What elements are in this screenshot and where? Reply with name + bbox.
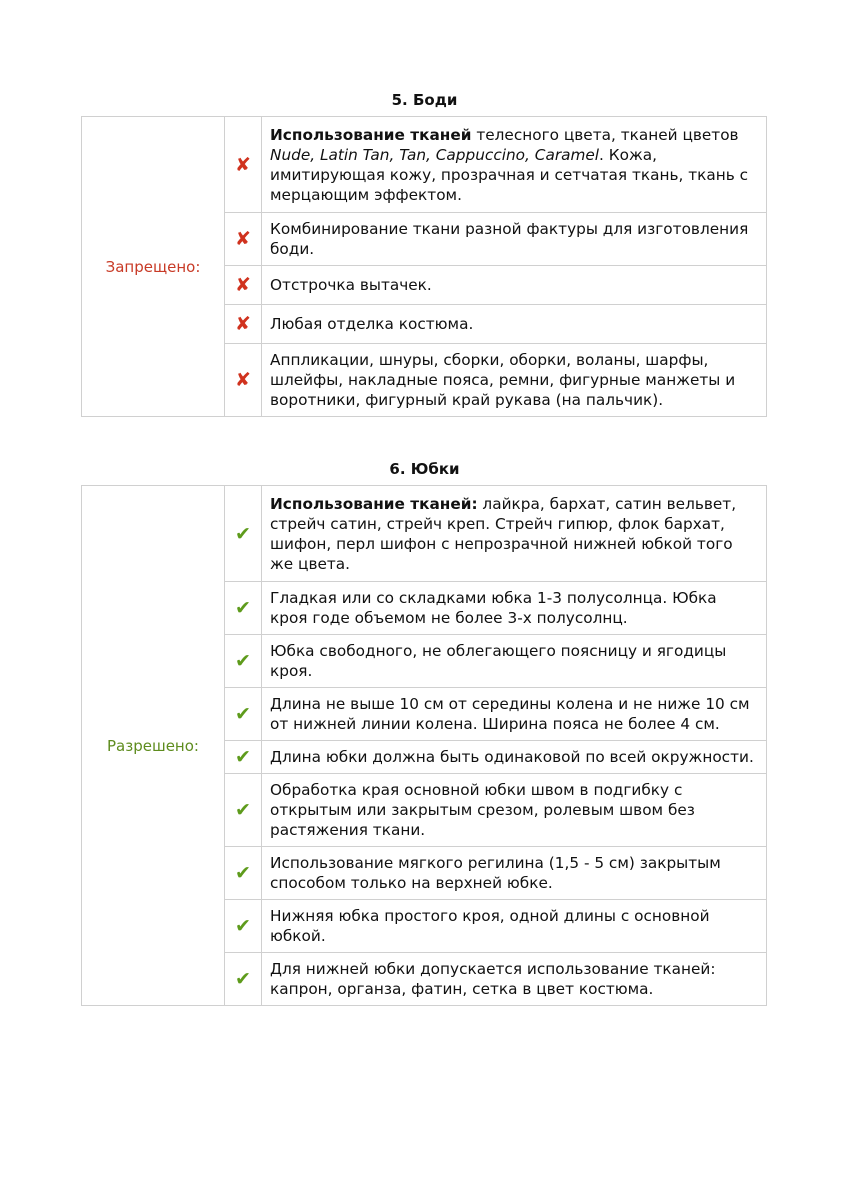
check-icon: ✔ xyxy=(225,953,262,1006)
bodysuit-rules-table xyxy=(81,116,767,417)
cross-icon: ✘ xyxy=(225,117,262,213)
rule-text: Длина юбки должна быть одинаковой по всей окружности. xyxy=(262,741,767,774)
cross-icon: ✘ xyxy=(225,213,262,266)
section-6-title: 6. Юбки xyxy=(389,460,460,478)
check-icon: ✔ xyxy=(225,741,262,774)
cross-icon: ✘ xyxy=(225,305,262,344)
check-icon: ✔ xyxy=(225,486,262,582)
table-row xyxy=(82,117,767,213)
check-icon: ✔ xyxy=(225,582,262,635)
cross-icon: ✘ xyxy=(225,266,262,305)
rule-text: Отстрочка вытачек. xyxy=(262,266,767,305)
rule-text: Комбинирование ткани разной фактуры для изготовления боди. xyxy=(262,213,767,266)
check-icon: ✔ xyxy=(225,900,262,953)
rule-text: Гладкая или со складками юбка 1-3 полусолнца. Юбка кроя годе объемом не более 3-х полусолнц. xyxy=(262,582,767,635)
rule-text: Обработка края основной юбки швом в подгибку с открытым или закрытым срезом, ролевым швом без растяжения ткани. xyxy=(262,774,767,847)
rule-text: Длина не выше 10 см от середины колена и не ниже 10 см от нижней линии колена. Ширина пояса не более 4 см. xyxy=(262,688,767,741)
check-icon: ✔ xyxy=(225,847,262,900)
rule-text: Любая отделка костюма. xyxy=(262,305,767,344)
rule-text: Использование тканей телесного цвета, тканей цветов Nude, Latin Tan, Tan, Cappuccino, Caramel. Кожа, имитирующая кожу, прозрачная и сетчатая ткань, ткань с мерцающим эффектом. xyxy=(262,117,767,213)
skirt-rules-table xyxy=(81,485,767,1006)
table-row xyxy=(82,486,767,582)
category-allowed-label: Разрешено: xyxy=(82,486,225,1006)
section-5-title: 5. Боди xyxy=(391,91,458,109)
rule-text: Аппликации, шнуры, сборки, оборки, воланы, шарфы, шлейфы, накладные пояса, ремни, фигурные манжеты и воротники, фигурный край рукава (на пальчик). xyxy=(262,344,767,417)
rule-text: Юбка свободного, не облегающего поясницу и ягодицы кроя. xyxy=(262,635,767,688)
cross-icon: ✘ xyxy=(225,344,262,417)
check-icon: ✔ xyxy=(225,688,262,741)
rule-text: Для нижней юбки допускается использование тканей: капрон, органза, фатин, сетка в цвет костюма. xyxy=(262,953,767,1006)
check-icon: ✔ xyxy=(225,774,262,847)
check-icon: ✔ xyxy=(225,635,262,688)
rule-text: Использование тканей: лайкра, бархат, сатин вельвет, стрейч сатин, стрейч креп. Стрейч гипюр, флок бархат, шифон, перл шифон с непрозрачной нижней юбкой того же цвета. xyxy=(262,486,767,582)
rule-text: Использование мягкого регилина (1,5 - 5 см) закрытым способом только на верхней юбке. xyxy=(262,847,767,900)
rule-text: Нижняя юбка простого кроя, одной длины с основной юбкой. xyxy=(262,900,767,953)
category-forbidden-label: Запрещено: xyxy=(82,117,225,417)
